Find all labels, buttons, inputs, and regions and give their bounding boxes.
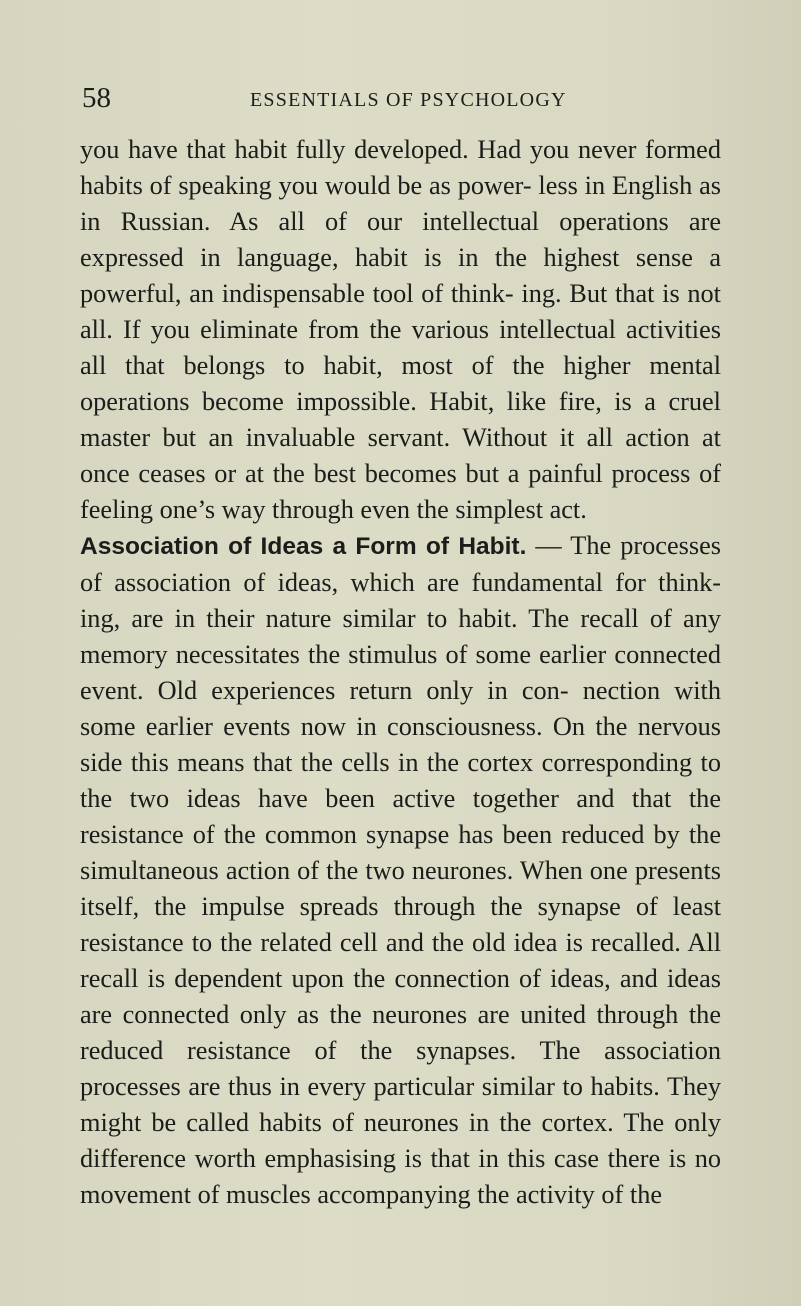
body-text [80, 132, 721, 1213]
section-heading: Association of Ideas a Form of Habit. [80, 533, 527, 560]
page-number: 58 [82, 82, 111, 114]
paragraph-association-text: — The processes of association of ideas, which are fundamental for think- ing, are in their nature similar to habit. The recall of any memory necessitates the stimulus of some earlier connected event. Old experiences return only in con- nection with some earlier events now in consciousness. On the nervous side this means that the cells in the cortex corresponding to the two ideas have been active together and that the resistance of the common synapse has been reduced by the simultaneous action of the two neurones. When one presents itself, the impulse spreads through the synapse of least resistance to the related cell and the old idea is recalled. All recall is dependent upon the connection of ideas, and ideas are connected only as the neurones are united through the reduced resistance of the synapses. The association processes are thus in every particular similar to habits. They might be called habits of neurones in the cortex. The only difference worth emphasising is that in this case there is no movement of muscles accompanying the activity of the [80, 531, 721, 1209]
page-header [80, 78, 720, 118]
paragraph-continuation: you have that habit fully developed. Had you never formed habits of speaking you would be as power- less in English as in Russian. As all of our intellectual operations are expressed in language, habit is in the highest sense a powerful, an indispensable tool of think- ing. But that is not all. If you eliminate from the various intellectual activities all that belongs to habit, most of the higher mental operations become impossible. Habit, like fire, is a cruel master but an invaluable servant. Without it all action at once ceases or at the best becomes but a painful process of feeling one’s way through even the simplest act. [80, 135, 721, 524]
running-title: ESSENTIALS OF PSYCHOLOGY [250, 89, 567, 111]
paragraph-association [80, 528, 721, 1213]
